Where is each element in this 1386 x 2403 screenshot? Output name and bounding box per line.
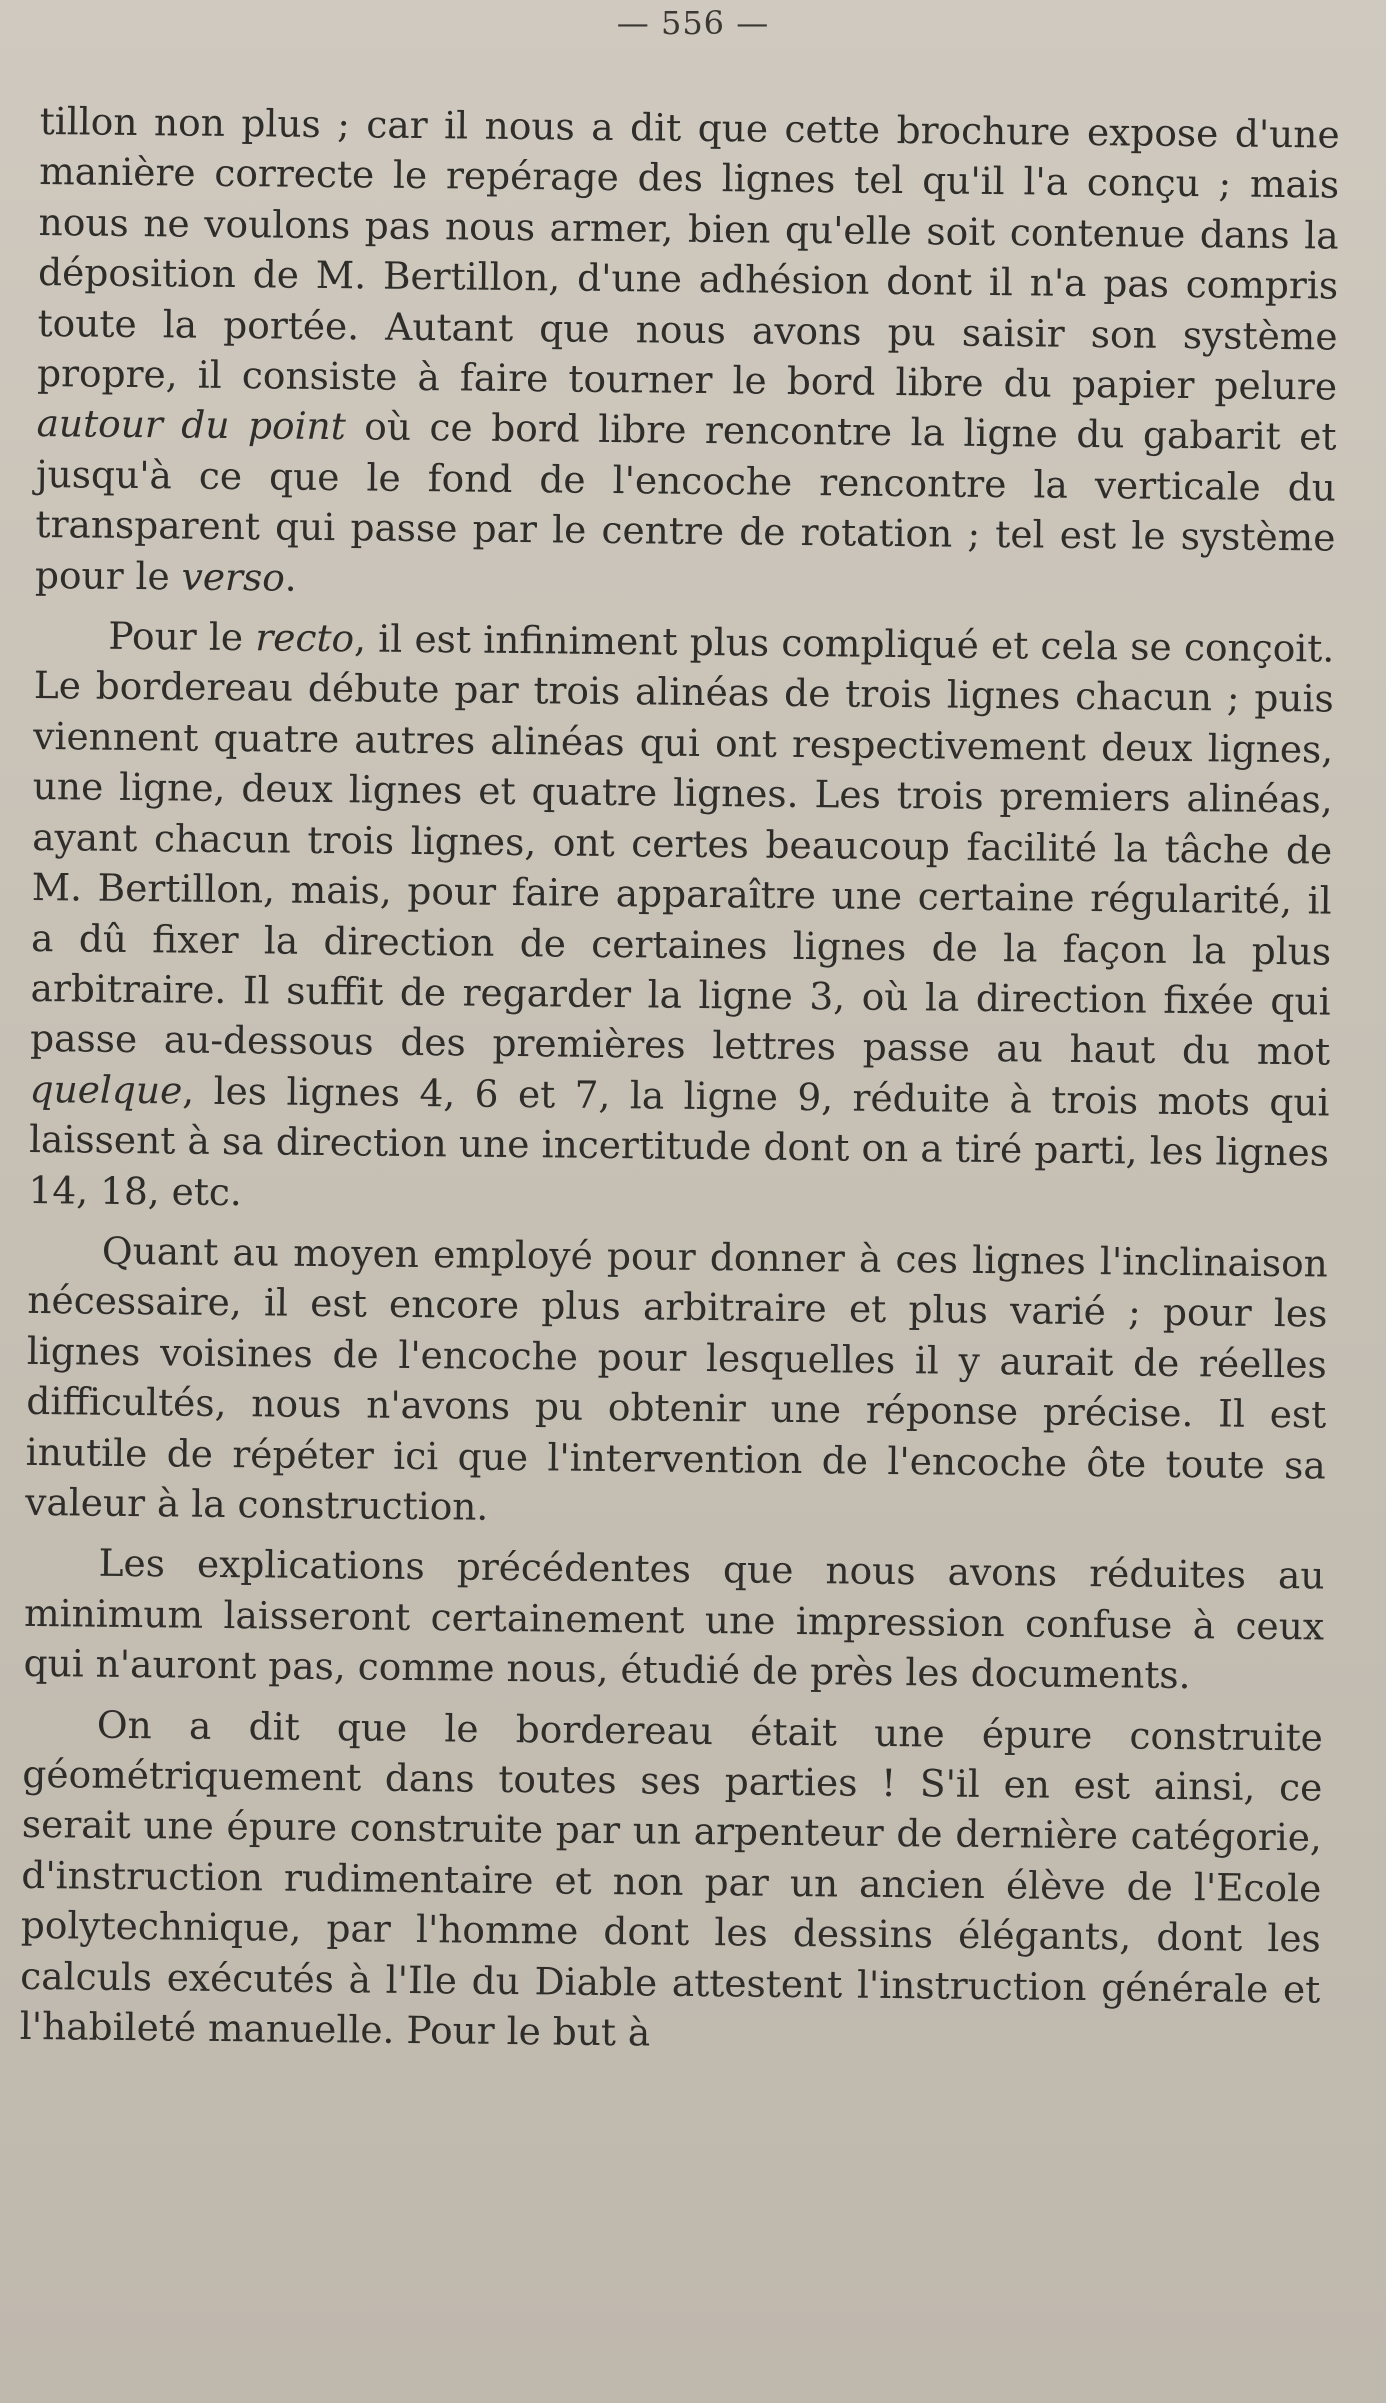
text-run: On a dit que le bordereau était une épure construite géométriquement dans toutes ses parties ! S'il en est ainsi, ce serait une épure construite par un arpenteur de dernière catégorie, d'instruction rudimentaire et non par un ancien élève de l'Ecole polytechnique, par l'homme dont les dessins élégants, dont les calculs exécutés à l'Ile du Diable attestent l'instruction générale et l'habileté manuelle. Pour le but à [19, 1702, 1324, 2055]
text-run: Quant au moyen employé pour donner à ces lignes l'inclinaison nécessaire, il est encore plus arbitraire et plus varié ; pour les lignes voisines de l'encoche pour lesquelles il y aurait de réelles difficultés, nous n'avons pu obtenir une réponse précise. Il est inutile de répéter ici que l'intervention de l'encoche ôte toute sa valeur à la construction. [25, 1228, 1329, 1529]
paragraph [25, 1225, 1328, 1541]
paragraph [20, 1699, 1324, 2065]
text-run: , il est infiniment plus compliqué et cela se conçoit. Le bordereau débute par trois alinéas de trois lignes chacun ; puis viennent quatre autres alinéas qui ont respectivement deux lignes, une ligne, deux lignes et quatre lignes. Les trois premiers alinéas, ayant chacun trois lignes, ont certes beaucoup facilité la tâche de M. Bertillon, mais, pour faire apparaître une certaine régularité, il a dû fixer la direction de certaines lignes de la façon la plus arbitraire. Il suffit de regarder la ligne 3, où la direction fixée qui passe au-dessous des premières lettres passe au haut du mot [29, 616, 1335, 1074]
text-run: tillon non plus ; car il nous a dit que cette brochure expose d'une manière correcte le repérage des lignes tel qu'il l'a conçu ; mais nous ne voulons pas nous armer, bien qu'elle soit contenue dans la déposition de M. Bertillon, d'une adhésion dont il n'a pas compris toute la portée. Autant que nous avons pu saisir son système propre, il consiste à faire tourner le bord libre du papier pelure [36, 98, 1340, 409]
paragraph [35, 96, 1340, 614]
italic-run: recto [255, 615, 355, 661]
paragraph [23, 1537, 1325, 1702]
text-run: Pour le [108, 613, 256, 660]
body-text [20, 96, 1340, 2065]
page-number: — 556 — [616, 4, 770, 42]
italic-run: verso [181, 554, 286, 600]
text-run: où ce bord libre rencontre la ligne du gabarit et jusqu'à ce que le fond de l'encoche rencontre la verticale du transparent qui passe par le centre de rotation ; tel est le système pour le [34, 404, 1337, 599]
text-run: Les explications précédentes que nous avons réduites au minimum laisseront certainement une impression confuse à ceux qui n'auront pas, comme nous, étudié de près les documents. [23, 1541, 1325, 1698]
italic-run: quelque [29, 1066, 183, 1113]
text-run: , les lignes 4, 6 et 7, la ligne 9, réduite à trois mots qui laissent à sa direction une incertitude dont on a tiré parti, les lignes 14, 18, etc. [28, 1068, 1330, 1214]
text-run: . [284, 555, 297, 600]
italic-run: autour du point [36, 401, 347, 449]
paragraph [28, 610, 1334, 1228]
